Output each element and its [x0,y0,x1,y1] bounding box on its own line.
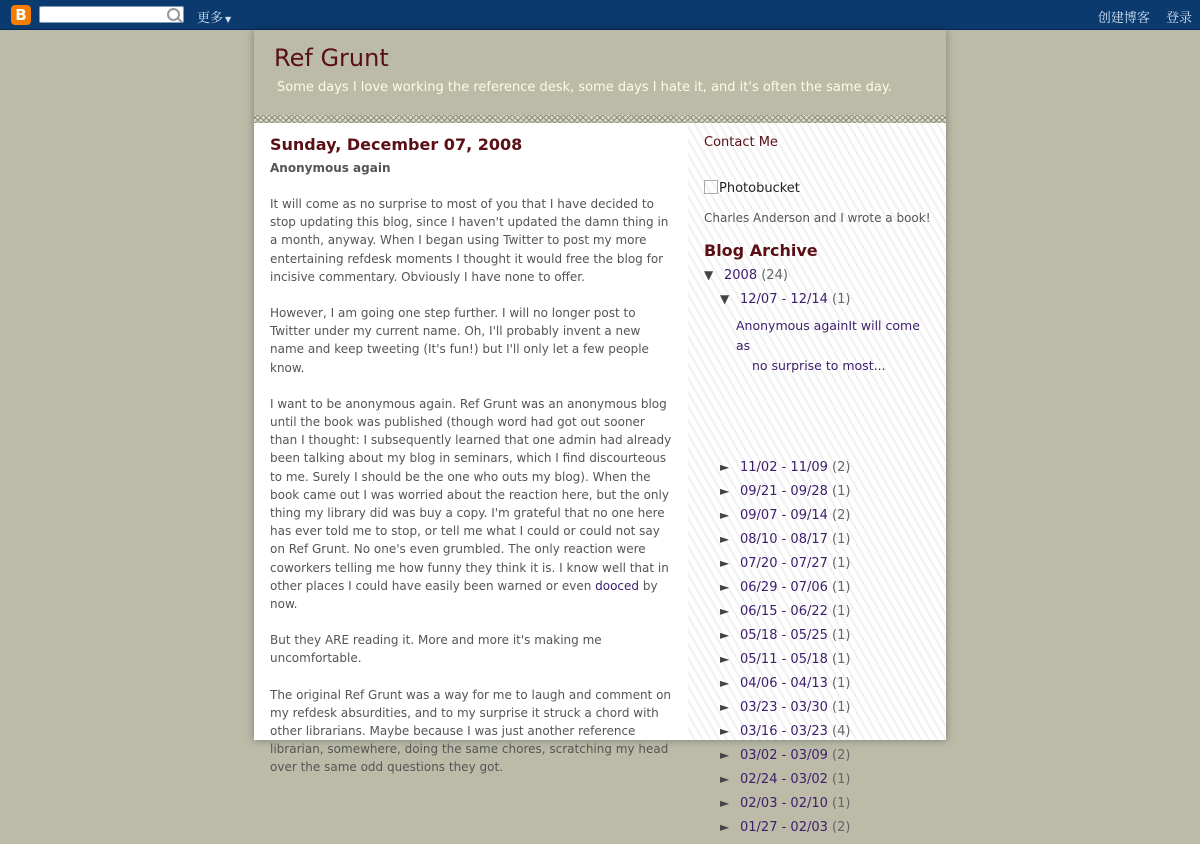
collapse-toggle-icon[interactable]: ► [720,532,730,546]
more-menu-label: 更多 [197,11,224,26]
search-input[interactable] [39,6,184,23]
archive-week-link[interactable]: 06/15 - 06/22 [740,604,828,619]
archive-count: (1) [832,532,851,547]
archive-week-item [720,748,850,772]
sidebar [688,123,946,835]
archive-week-item [720,820,850,844]
archive-year-link[interactable]: 2008 [724,268,758,283]
collapse-toggle-icon[interactable]: ► [720,652,730,666]
archive-count: (1) [832,292,851,307]
photobucket-alt-text: Photobucket [719,181,800,196]
post-paragraph: However, I am going one step further. I will no longer post to Twitter under my current name. Oh, I'll probably invent a new name and keep tweeting (It's fun!) but I'll only let a few people know. [270,306,649,375]
search-icon[interactable] [167,8,180,21]
archive-week-item [720,604,850,628]
archive-count: (1) [832,676,851,691]
more-menu[interactable] [197,7,231,26]
post-text: by now. [270,578,658,612]
header-divider [254,115,946,123]
archive-week-item [720,796,850,820]
archive-week-link[interactable]: 11/02 - 11/09 [740,460,828,475]
blog-header [254,30,946,115]
archive-count: (4) [832,724,851,739]
archive-week-link[interactable]: 04/06 - 04/13 [740,676,828,691]
archive-week-link[interactable]: 05/11 - 05/18 [740,652,828,667]
archive-year-2008 [704,268,788,283]
contact-me-link[interactable]: Contact Me [704,135,778,150]
collapse-toggle-icon[interactable]: ► [720,772,730,786]
archive-week-link[interactable]: 02/03 - 02/10 [740,796,828,811]
archive-title: Blog Archive [704,241,818,260]
archive-week-link[interactable]: 09/07 - 09/14 [740,508,828,523]
archive-week-link[interactable]: 08/10 - 08/17 [740,532,828,547]
archive-week-link[interactable]: 09/21 - 09/28 [740,484,828,499]
archive-week-item [720,484,850,508]
blogger-logo-icon[interactable]: B [11,5,31,25]
archive-count: (2) [832,820,851,835]
archive-count: (24) [761,268,788,283]
archive-post-line: Anonymous againIt will come as [736,318,920,353]
archive-week-item [720,628,850,652]
post-title: Anonymous again [270,161,391,175]
blog-description: Some days I love working the reference desk, some days I hate it, and it's often the same day. [277,80,892,95]
collapse-toggle-icon[interactable]: ► [720,628,730,642]
post-text: I want to be anonymous again. Ref Grunt was an anonymous blog until the book was published (though word had got out sooner than I thought: I subsequently learned that one admin had already been talking about my blog in seminars, which I find discourteous to me. Surely I should be the one who outs my blog). When the book came out I was worried about the reaction here, but the only thing my library did was buy a copy. I'm grateful that no one here has ever told me to stop, or tell me what I could or could not say on Ref Grunt. No one's even grumbled. The only reaction were coworkers telling me how funny they think it is. I know well that in other places I could have easily been warned or even [270,396,672,593]
post-body [270,195,674,795]
dooced-link[interactable]: dooced [595,578,640,593]
expand-toggle-icon[interactable]: ▼ [704,268,714,282]
archive-count: (1) [832,604,851,619]
collapse-toggle-icon[interactable]: ► [720,484,730,498]
collapse-toggle-icon[interactable]: ► [720,556,730,570]
post-paragraph: It will come as no surprise to most of you that I have decided to stop updating this blog, since I haven't updated the damn thing in a month, anyway. When I began using Twitter to post my more entertaining refdesk moments I thought it would free the blog for incisive commentary. Obviously I have none to offer. [270,197,669,284]
collapse-toggle-icon[interactable]: ► [720,460,730,474]
archive-post-link[interactable] [736,316,936,376]
post-date: Sunday, December 07, 2008 [270,135,523,154]
collapse-toggle-icon[interactable]: ► [720,796,730,810]
archive-count: (1) [832,484,851,499]
navbar-right [1086,7,1192,26]
archive-week-link[interactable]: 03/02 - 03/09 [740,748,828,763]
archive-count: (1) [832,772,851,787]
expand-toggle-icon[interactable]: ▼ [720,292,730,306]
archive-count: (2) [832,748,851,763]
archive-week-link[interactable]: 03/16 - 03/23 [740,724,828,739]
archive-count: (2) [832,508,851,523]
book-text: Charles Anderson and I wrote a book! [704,211,931,225]
post-paragraph: The original Ref Grunt was a way for me to laugh and comment on my refdesk absurdities, and to my surprise it struck a chord with other librarians. Maybe because I was just another reference librarian, somewhere, doing the same chores, scratching my head over the same odd questions they got. [270,687,672,775]
archive-week-item [720,508,850,532]
archive-post-line: no surprise to most... [752,358,886,373]
login-link[interactable]: 登录 [1165,11,1192,26]
archive-week-item [720,532,850,556]
chevron-down-icon: ▼ [225,15,232,24]
archive-count: (1) [832,652,851,667]
post-paragraph: But they ARE reading it. More and more it's making me uncomfortable. [270,633,602,666]
create-blog-link[interactable]: 创建博客 [1097,11,1150,26]
archive-week-link[interactable]: 07/20 - 07/27 [740,556,828,571]
blog-title[interactable]: Ref Grunt [274,44,389,72]
archive-week-link[interactable]: 05/18 - 05/25 [740,628,828,643]
archive-week-link[interactable]: 01/27 - 02/03 [740,820,828,835]
archive-week-item [720,772,850,796]
archive-count: (1) [832,580,851,595]
archive-week-item [720,700,850,724]
post-paragraph [270,395,674,613]
collapse-toggle-icon[interactable]: ► [720,724,730,738]
broken-image-icon [704,180,718,194]
archive-week-item [720,724,850,748]
archive-count: (1) [832,556,851,571]
archive-week-link[interactable]: 03/23 - 03/30 [740,700,828,715]
archive-count: (1) [832,628,851,643]
collapse-toggle-icon[interactable]: ► [720,676,730,690]
page-wrapper [254,30,946,835]
archive-week-item [720,676,850,700]
archive-week-item [720,460,850,484]
archive-week-item [720,652,850,676]
collapse-toggle-icon[interactable]: ► [720,508,730,522]
archive-week-link[interactable]: 06/29 - 07/06 [740,580,828,595]
archive-count: (1) [832,796,851,811]
archive-week-link[interactable]: 02/24 - 03/02 [740,772,828,787]
main-column [254,123,688,775]
blogger-navbar [0,0,1200,30]
photobucket-image[interactable] [704,180,800,196]
archive-week-item [720,556,850,580]
archive-week-list [720,460,850,844]
collapse-toggle-icon[interactable]: ► [720,748,730,762]
archive-week-open [720,292,850,307]
archive-count: (2) [832,460,851,475]
collapse-toggle-icon[interactable]: ► [720,820,730,834]
archive-week-item [720,580,850,604]
archive-count: (1) [832,700,851,715]
collapse-toggle-icon[interactable]: ► [720,700,730,714]
collapse-toggle-icon[interactable]: ► [720,580,730,594]
archive-week-link[interactable]: 12/07 - 12/14 [740,292,828,307]
collapse-toggle-icon[interactable]: ► [720,604,730,618]
